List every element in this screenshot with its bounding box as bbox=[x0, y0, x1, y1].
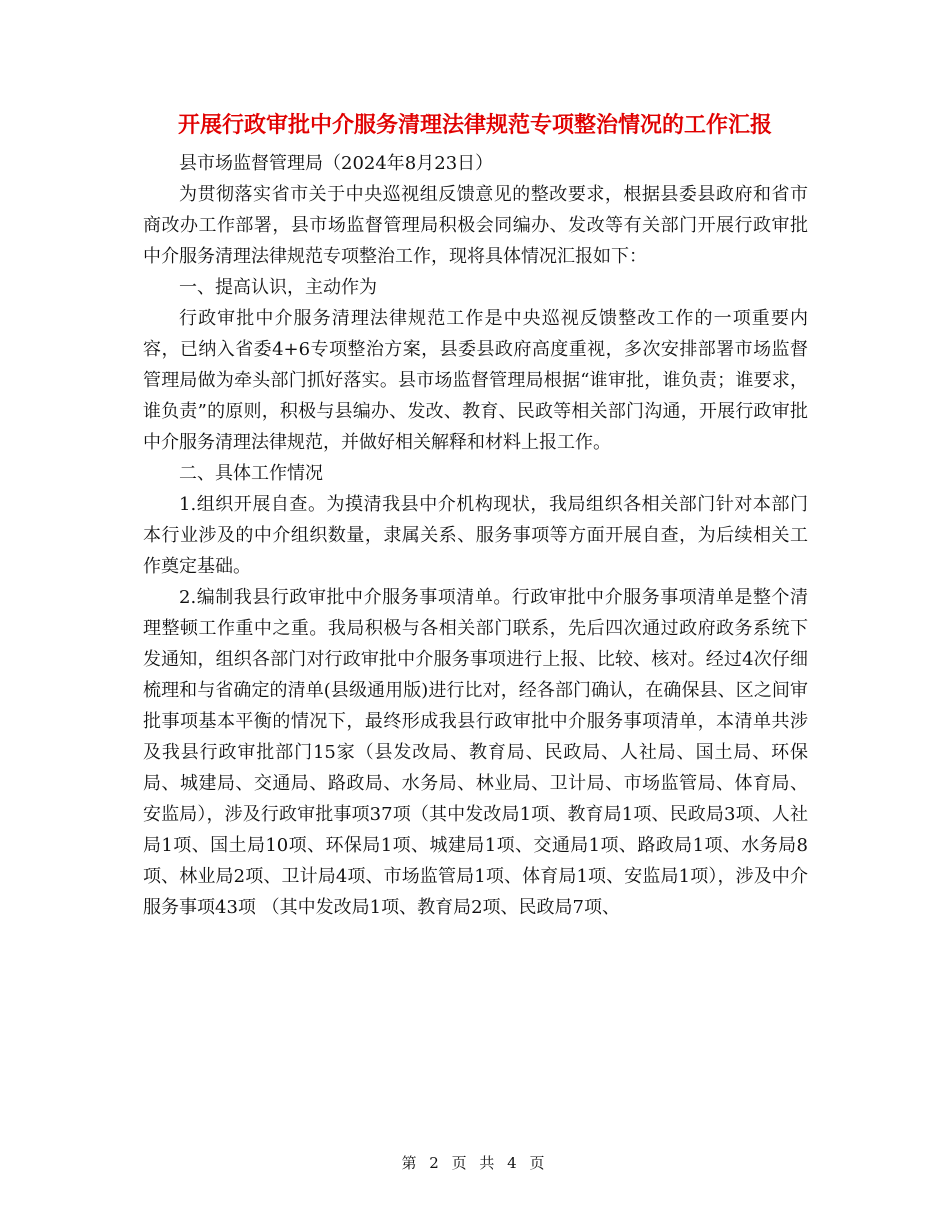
body-paragraph: 2.编制我县行政审批中介服务事项清单。行政审批中介服务事项清单是整个清理整顿工作重中之重。我局积极与各相关部门联系，先后四次通过政府政务系统下发通知，组织各部门对行政审批中介服务事项进行上报、比较、核对。经过4次仔细梳理和与省确定的清单(县级通用版)进行比对，经各部门确认，在确保县、区之间审批事项基本平衡的情况下，最终形成我县行政审批中介服务事项清单，本清单共涉及我县行政审批部门15家（县发改局、教育局、民政局、人社局、国土局、环保局、城建局、交通局、路政局、水务局、林业局、卫计局、市场监管局、体育局、安监局），涉及行政审批事项37项（其中发改局1项、教育局1项、民政局3项、人社局1项、国土局10项、环保局1项、城建局1项、交通局1项、路政局1项、水务局8项、林业局2项、卫计局4项、市场监管局1项、体育局1项、安监局1项），涉及中介服务事项43项 （其中发改局1项、教育局2项、民政局7项、 bbox=[143, 587, 808, 918]
page-number-footer: 第 2 页 共 4 页 bbox=[401, 1154, 549, 1172]
document-body bbox=[143, 148, 808, 923]
body-paragraph: 1.组织开展自查。为摸清我县中介机构现状，我局组织各相关部门针对本部门本行业涉及的中介组织数量，隶属关系、服务事项等方面开展自查，为后续相关工作奠定基础。 bbox=[143, 494, 808, 577]
author-date-line: 县市场监督管理局（2024年8月23日） bbox=[179, 153, 494, 174]
section-heading-2: 二、具体工作情况 bbox=[179, 463, 323, 484]
section-heading-1: 一、提高认识，主动作为 bbox=[179, 277, 377, 298]
body-paragraph: 行政审批中介服务清理法律规范工作是中央巡视反馈整改工作的一项重要内容，已纳入省委4+6专项整治方案，县委县政府高度重视，多次安排部署市场监督管理局做为牵头部门抓好落实。县市场监督管理局根据“谁审批，谁负责；谁要求，谁负责”的原则，积极与县编办、发改、教育、民政等相关部门沟通，开展行政审批中介服务清理法律规范，并做好相关解释和材料上报工作。 bbox=[143, 308, 808, 453]
intro-paragraph: 为贯彻落实省市关于中央巡视组反馈意见的整改要求，根据县委县政府和省市商改办工作部署，县市场监督管理局积极会同编办、发改等有关部门开展行政审批中介服务清理法律规范专项整治工作，现将具体情况汇报如下： bbox=[143, 184, 808, 267]
document-title: 开展行政审批中介服务清理法律规范专项整治情况的工作汇报 bbox=[177, 112, 772, 138]
